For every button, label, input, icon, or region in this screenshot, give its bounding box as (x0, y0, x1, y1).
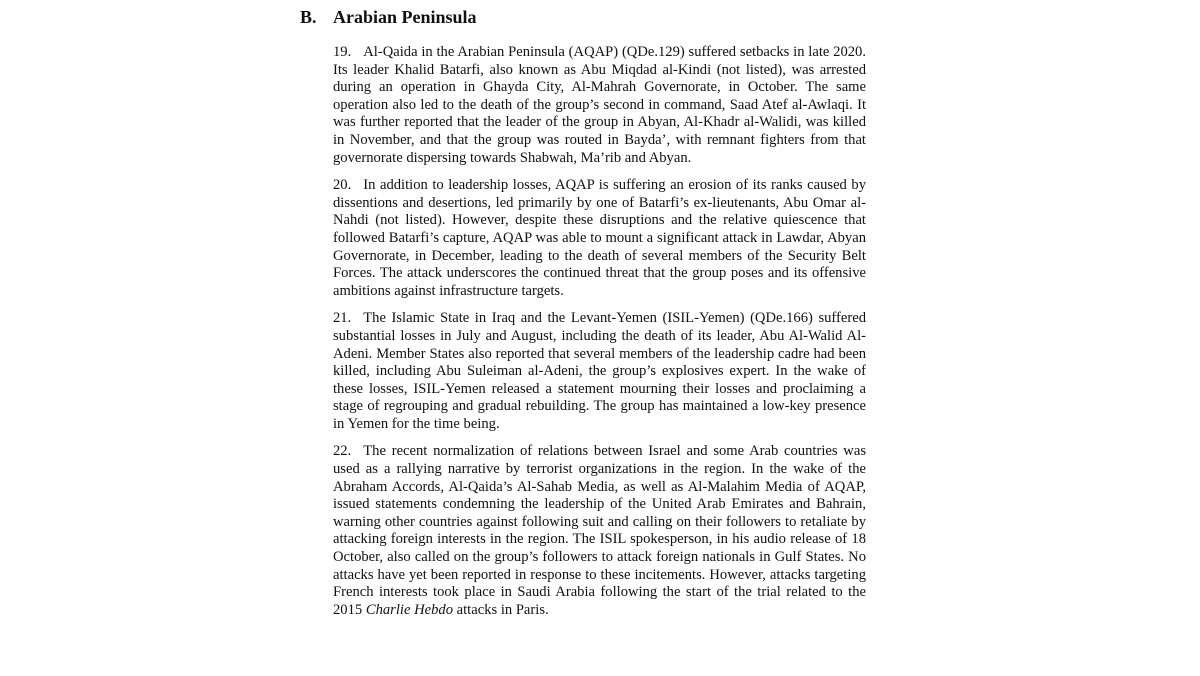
paragraph-text: Al-Qaida in the Arabian Peninsula (AQAP) (QDe.129) suffered setbacks in late 2020. Its leader Khalid Batarfi, also known as Abu Miqdad al-Kindi (not listed), was arrested during an operation in Ghayda City, Al-Mahrah Governorate, in October. The same operation also led to the death of the group’s second in command, Saad Atef al-Awlaqi. It was further reported that the leader of the group in Abyan, Al-Khadr al-Walidi, was killed in November, and that the group was routed in Bayda’, with remnant fighters from that governorate dispersing towards Shabwah, Ma’rib and Abyan. (333, 44, 866, 166)
section-title: Arabian Peninsula (333, 7, 477, 27)
paragraph-number: 21. (333, 310, 352, 327)
paragraph-20 (333, 177, 866, 300)
paragraph-22 (333, 443, 866, 619)
paragraph-text: The Islamic State in Iraq and the Levant-Yemen (ISIL-Yemen) (QDe.166) suffered substantial losses in July and August, including the death of its leader, Abu Al-Walid Al-Adeni. Member States also reported that several members of the leadership cadre had been killed, including Abu Suleiman al-Adeni, the group’s explosives expert. In the wake of these losses, ISIL-Yemen released a statement mourning their losses and proclaiming a stage of regrouping and gradual rebuilding. The group has maintained a low-key presence in Yemen for the time being. (333, 310, 866, 432)
document-body (333, 44, 866, 629)
paragraph-text: In addition to leadership losses, AQAP is suffering an erosion of its ranks caused by dissentions and desertions, led primarily by one of Batarfi’s ex-lieutenants, Abu Omar al-Nahdi (not listed). However, despite these disruptions and the relative quiescence that followed Batarfi’s capture, AQAP was able to mount a significant attack in Lawdar, Abyan Governorate, in December, leading to the death of several members of the Security Belt Forces. The attack underscores the continued threat that the group poses and its offensive ambitions against infrastructure targets. (333, 177, 866, 299)
italic-title: Charlie Hebdo (365, 601, 453, 618)
paragraph-21 (333, 310, 866, 433)
paragraph-number: 22. (333, 443, 352, 460)
section-heading (300, 6, 477, 28)
paragraph-text-end: attacks in Paris. (453, 601, 549, 618)
paragraph-number: 20. (333, 177, 352, 194)
paragraph-19 (333, 44, 866, 167)
paragraph-number: 19. (333, 44, 352, 60)
section-letter: B. (300, 7, 317, 27)
paragraph-text: The recent normalization of relations between Israel and some Arab countries was used as a rallying narrative by terrorist organizations in the region. In the wake of the Abraham Accords, Al-Qaida’s Al-Sahab Media, as well as Al-Malahim Media of AQAP, issued statements condemning the leadership of the United Arab Emirates and Bahrain, warning other countries against following suit and calling on their followers to retaliate by attacking foreign interests in the region. The ISIL spokesperson, in his audio release of 18 October, also called on the group’s followers to attack foreign nationals in Gulf States. No attacks have yet been reported in response to these incitements. However, attacks targeting French interests took place in Saudi Arabia following the start of the trial related to the 2015 (333, 443, 866, 618)
